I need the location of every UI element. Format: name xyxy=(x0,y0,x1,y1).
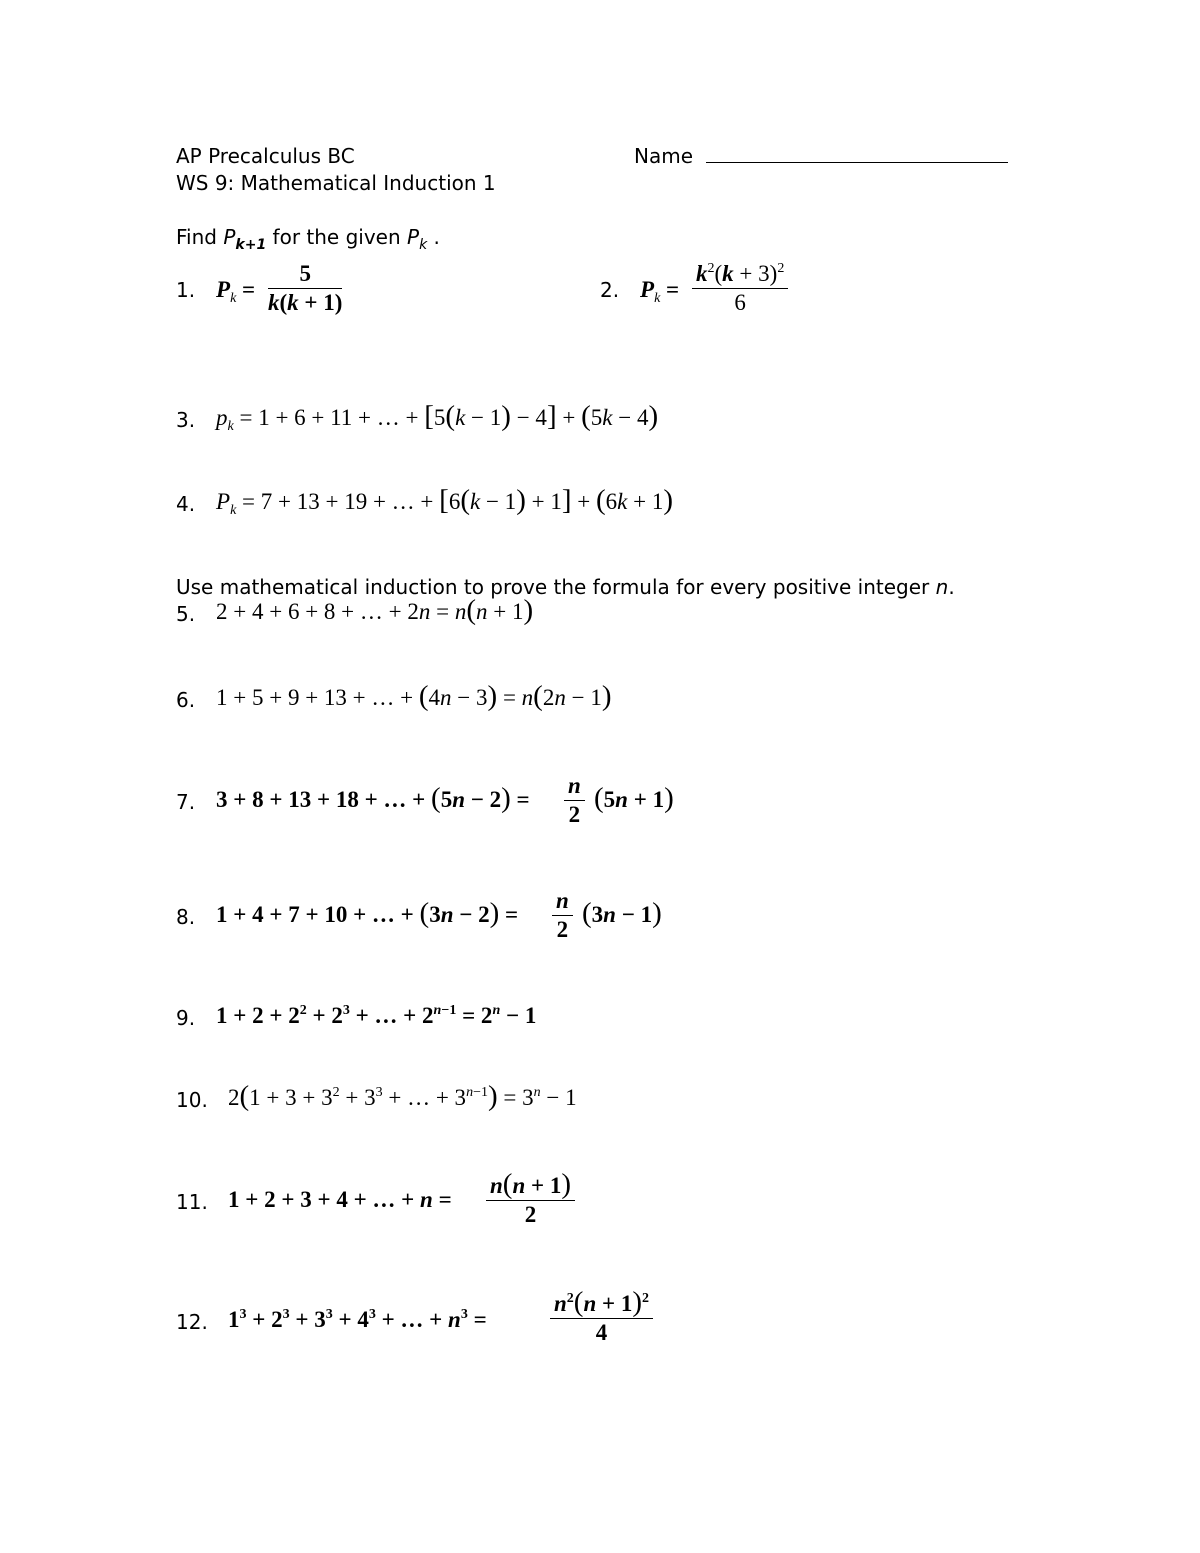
problem-number: 10. xyxy=(176,1088,208,1112)
fraction-numerator: $k^2(k + 3)^2$ xyxy=(696,261,785,286)
problem-8-lhs: 1 + 4 + 7 + 10 + … + (3n − 2) = xyxy=(216,897,519,929)
problem-11-lhs: 1 + 2 + 3 + 4 + … + n = xyxy=(228,1187,452,1212)
fraction-denominator: 2 xyxy=(556,917,569,942)
problem-number: 12. xyxy=(176,1310,208,1334)
section1-instruction: Find $P_{k+1}$ for the given $P_k$ . xyxy=(176,225,440,253)
fraction-denominator: k(k + 1) xyxy=(268,290,343,315)
problem-8-fraction xyxy=(552,887,573,944)
problem-number: 3. xyxy=(176,408,196,432)
fraction-numerator: $n^2(n + 1)^2$ xyxy=(554,1286,650,1318)
problem-7-rhs: (5n + 1) xyxy=(594,782,674,814)
problem-number: 5. xyxy=(176,602,196,626)
name-blank-line[interactable] xyxy=(706,162,1008,163)
problem-5-expression: 2 + 4 + 6 + 8 + … + 2n = n(n + 1) xyxy=(216,594,534,626)
problem-number: 7. xyxy=(176,790,196,814)
problem-12-fraction xyxy=(550,1286,653,1347)
course-title: AP Precalculus BC xyxy=(176,144,355,168)
problem-number: 11. xyxy=(176,1190,208,1214)
fraction-numerator: 5 xyxy=(299,261,311,286)
problem-number: 1. xyxy=(176,278,196,302)
problem-2-lhs: $P_k$ = xyxy=(640,277,680,306)
fraction-numerator: n xyxy=(556,888,569,913)
problem-1-fraction xyxy=(268,260,342,317)
problem-number: 2. xyxy=(600,278,620,302)
worksheet-title: WS 9: Mathematical Induction 1 xyxy=(176,171,496,195)
fraction-denominator: 6 xyxy=(734,290,746,315)
problem-number: 4. xyxy=(176,492,196,516)
fraction-denominator: 4 xyxy=(595,1320,608,1345)
problem-8-rhs: (3n − 1) xyxy=(582,897,662,929)
problem-11-fraction xyxy=(486,1168,575,1229)
name-label: Name xyxy=(634,144,694,168)
problem-number: 6. xyxy=(176,688,196,712)
fraction-numerator: n xyxy=(568,773,581,798)
problem-10-expression: $2(1 + 3 + 3^2 + 3^3$ + … + $3^{n-1}) = 3^n - 1$ xyxy=(228,1080,577,1112)
problem-3-expression: $p_k = 1 + 6 + 11$ + … + [5(k − 1) − 4] + (5k − 4) xyxy=(216,400,659,434)
problem-6-expression: 1 + 5 + 9 + 13 + … + (4n − 3) = n(2n − 1) xyxy=(216,680,612,712)
problem-12-lhs: $1^3 + 2^3 + 3^3 + 4^3$ + … + $n^3$ = xyxy=(228,1307,487,1332)
problem-2-fraction xyxy=(692,260,788,317)
problem-7-fraction xyxy=(564,772,585,829)
problem-1-lhs: $P_k$ = xyxy=(216,277,256,306)
fraction-denominator: 2 xyxy=(568,802,581,827)
problem-4-expression: $P_k = 7 + 13 + 19$ + … + [6(k − 1) + 1] + (6k + 1) xyxy=(216,484,674,518)
fraction-denominator: 2 xyxy=(524,1202,537,1227)
problem-7-lhs: 3 + 8 + 13 + 18 + … + (5n − 2) = xyxy=(216,782,530,814)
problem-9-expression: $1 + 2 + 2^2 + 2^3$ + … + $2^{n-1} = 2^n - 1$ xyxy=(216,1003,537,1028)
section2-instruction: Use mathematical induction to prove the formula for every positive integer n. xyxy=(176,575,955,599)
fraction-numerator: n(n + 1) xyxy=(490,1168,572,1200)
problem-number: 8. xyxy=(176,905,196,929)
problem-number: 9. xyxy=(176,1006,196,1030)
